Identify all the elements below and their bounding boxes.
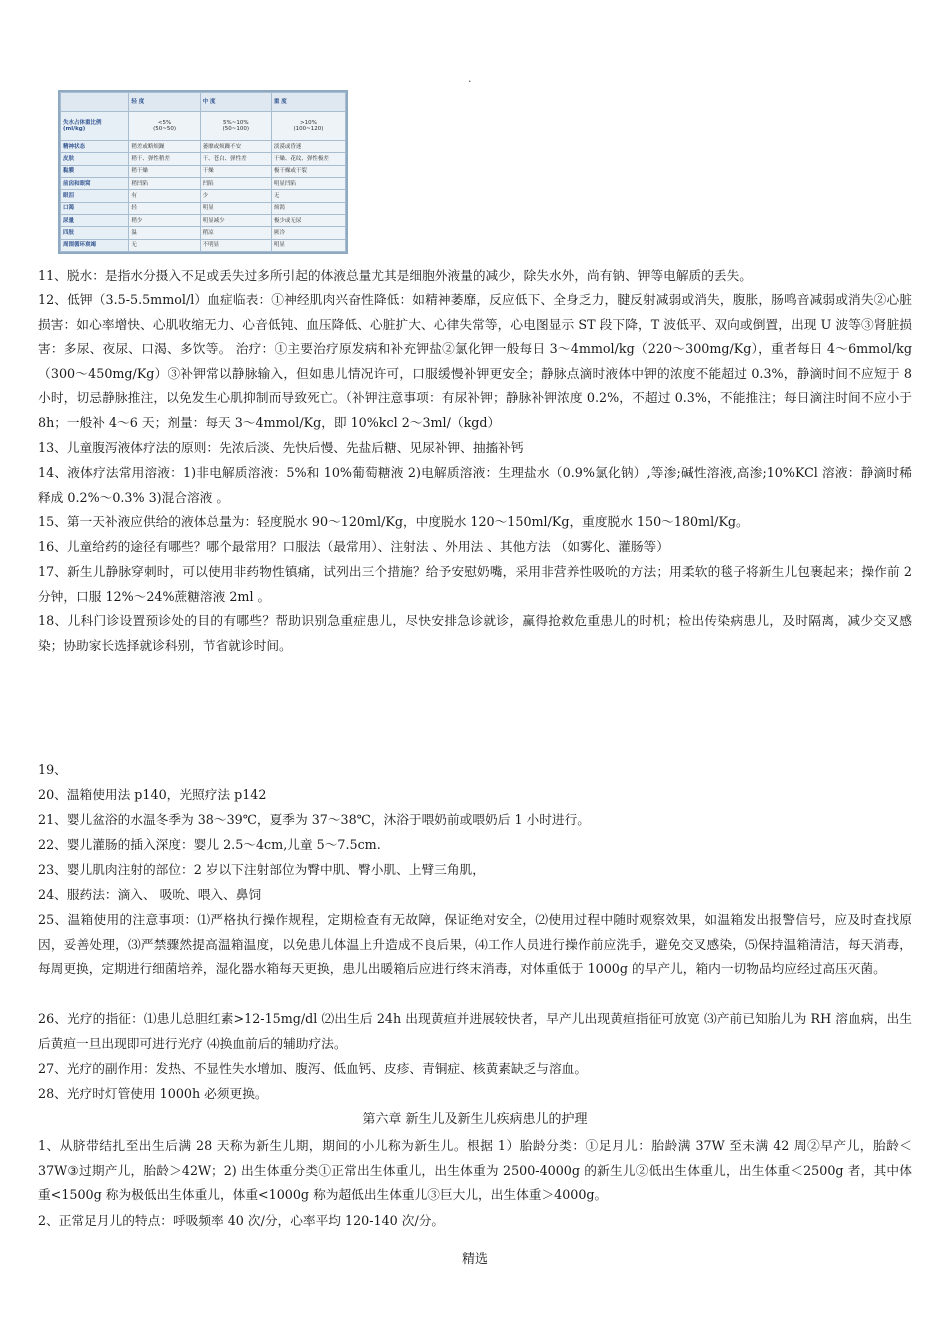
table-cell: 稍凹陷: [129, 177, 200, 189]
paragraph-24: 24、服药法：滴入、 吸吮、喂入、鼻饲: [38, 887, 262, 902]
table-row-header: 尿量: [61, 214, 129, 226]
table-row: [61, 214, 346, 226]
table-cell: 凹陷: [200, 177, 271, 189]
table-row-header: 口渴: [61, 202, 129, 214]
table-cell: 无: [271, 190, 345, 202]
table-cell: 少: [200, 190, 271, 202]
paragraph-28: 28、光疗时灯管使用 1000h 必须更换。: [38, 1086, 268, 1101]
paragraph-20: 20、温箱使用法 p140，光照疗法 p142: [38, 787, 267, 802]
page-footer: 精选: [461, 1252, 488, 1267]
table-cell: 干燥: [200, 165, 271, 177]
table-cell: 无: [129, 239, 200, 251]
table-cell: 稍差或略烦躁: [129, 141, 200, 153]
paragraph-18: 18、儿科门诊设置预诊处的目的有哪些？帮助识别急重症患儿，尽快安排急诊就诊，赢得抢救危重患儿的时机；检出传染病患儿，及时隔离，减少交叉感染；协助家长选择就诊科别，节省就诊时间。: [38, 613, 912, 653]
chapter-paragraph-2: 2、正常足月儿的特点：呼吸频率 40 次/分，心率平均 120-140 次/分。: [38, 1213, 445, 1228]
table-cell: >10% (100~120): [271, 112, 345, 141]
table-cell: 轻: [129, 202, 200, 214]
table-cell: 极干燥或干裂: [271, 165, 345, 177]
table-cell: 极少或无尿: [271, 214, 345, 226]
table-cell: 明显减少: [200, 214, 271, 226]
table-row: [61, 141, 346, 153]
table-row: [61, 165, 346, 177]
table-cell: 稍少: [129, 214, 200, 226]
paragraph-25: 25、温箱使用的注意事项：⑴严格执行操作规程，定期检查有无故障，保证绝对安全，⑵使用过程中随时观察效果，如温箱发出报警信号，应及时查找原因，妥善处理，⑶严禁骤然提高温箱温度，以免患儿体温上升造成不良后果，⑷工作人员进行操作前应洗手，避免交叉感染，⑸保持温箱清洁，每天消毒，每周更换，定期进行细菌培养，湿化器水箱每天更换，患儿出暖箱后应进行终末消毒，对体重低于 1000g 的早产儿，箱内一切物品均应经过高压灭菌。: [38, 912, 912, 977]
table-cell: 厥冷: [271, 227, 345, 239]
table-row-header: 皮肤: [61, 153, 129, 165]
table-header-cell: 轻 度: [129, 93, 200, 112]
table-cell: <5% (50~50): [129, 112, 200, 141]
table-header-cell: 重 度: [271, 93, 345, 112]
chapter-paragraph-1: 1、从脐带结扎至出生后满 28 天称为新生儿期，期间的小儿称为新生儿。根据 1）胎龄分类：①足月儿：胎龄满 37W 至未满 42 周②早产儿，胎龄＜37W③过期产儿，胎龄＞42W；2) 出生体重分类①正常出生体重儿，出生体重为 2500-4000g 的新生儿②低出生体重儿，出生体重＜2500g 者，其中体重<1500g 称为极低出生体重儿，体重<1000g 称为超低出生体重儿③巨大儿，出生体重＞4000g。: [38, 1138, 912, 1203]
paragraph-11: 11、脱水：是指水分摄入不足或丢失过多所引起的体液总量尤其是细胞外液量的减少，除失水外，尚有钠、钾等电解质的丢失。: [38, 268, 752, 283]
paragraph-21: 21、婴儿盆浴的水温冬季为 38～39℃，夏季为 37～38℃，沐浴于喂奶前或喂奶后 1 小时进行。: [38, 812, 590, 827]
table-row-header: 眼泪: [61, 190, 129, 202]
dehydration-degree-table: [58, 90, 348, 254]
table-cell: 淡漠或昏迷: [271, 141, 345, 153]
table-row: [61, 112, 346, 141]
paragraph-19: 19、: [38, 762, 67, 777]
table-cell: 不明显: [200, 239, 271, 251]
paragraph-23: 23、婴儿肌肉注射的部位：2 岁以下注射部位为臀中肌、臀小肌、上臂三角肌，: [38, 862, 485, 877]
table-cell: 明显: [271, 239, 345, 251]
table-row-header: 精神状态: [61, 141, 129, 153]
header-mark: .: [468, 72, 472, 85]
paragraph-27: 27、光疗的副作用：发热、不显性失水增加、腹泻、低血钙、皮疹、青铜症、核黄素缺乏与溶血。: [38, 1061, 588, 1076]
paragraph-17: 17、新生儿静脉穿刺时，可以使用非药物性镇痛，试列出三个措施？给予安慰奶嘴，采用非营养性吸吮的方法；用柔软的毯子将新生儿包裹起来；操作前 2 分钟，口服 12%～24%蔗糖溶液 2ml 。: [38, 564, 912, 604]
paragraph-12: 12、低钾（3.5-5.5mmol/l）血症临表：①神经肌肉兴奋性降低：如精神萎靡，反应低下、全身乏力，腱反射减弱或消失，腹胀，肠鸣音减弱或消失②心脏损害：如心率增快、心肌收缩无力、心音低钝、血压降低、心脏扩大、心律失常等，心电图显示 ST 段下降，T 波低平、双向或倒置，出现 U 波等③肾脏损害：多尿、夜尿、口渴、多饮等。 治疗：①主要治疗原发病和补充钾盐②氯化钾一般每日 3～4mmol/kg（220～300mg/Kg），重者每日 4～6mmol/kg（300～450mg/Kg）③补钾常以静脉输入，但如患儿情况许可，口服缓慢补钾更安全；静脉点滴时液体中钾的浓度不能超过 0.3%，静滴时间不应短于 8 小时，切忌静脉推注，以免发生心肌抑制而导致死亡。（补钾注意事项：有尿补钾；静脉补钾浓度 0.2%，不超过 0.3%，不能推注；每日滴注时间不应小于 8h；一般补 4～6 天；剂量：每天 3～4mmol/Kg，即 10%kcl 2～3ml/（kgd）: [38, 292, 912, 430]
table-row-header: 前囟和眼窝: [61, 177, 129, 189]
paragraph-15: 15、第一天补液应供给的液体总量为：轻度脱水 90～120ml/Kg，中度脱水 120～150ml/Kg，重度脱水 150～180ml/Kg。: [38, 514, 749, 529]
paragraph-26: 26、光疗的指征：⑴患儿总胆红素>12-15mg/dl ⑵出生后 24h 出现黄疸并进展较快者，早产儿出现黄疸指征可放宽 ⑶产前已知胎儿为 RH 溶血病，出生后黄疸一旦出现即可进行光疗 ⑷换血前后的辅助疗法。: [38, 1011, 912, 1051]
table-header-cell: 中 度: [200, 93, 271, 112]
paragraph-13: 13、儿童腹泻液体疗法的原则：先浓后淡、先快后慢、先盐后糖、见尿补钾、抽搐补钙: [38, 440, 524, 455]
table-cell: 温: [129, 227, 200, 239]
paragraph-16: 16、儿童给药的途径有哪些？哪个最常用？口服法（最常用）、注射法 、外用法 、其他方法 （如雾化、灌肠等）: [38, 539, 669, 554]
table-row: [61, 190, 346, 202]
table-cell: 稍干、弹性稍差: [129, 153, 200, 165]
chapter-title: 第六章 新生儿及新生儿疾病患儿的护理: [362, 1112, 588, 1127]
table-cell: 萎靡或烦躁不安: [200, 141, 271, 153]
paragraph-14: 14、液体疗法常用溶液：1)非电解质溶液：5%和 10%葡萄糖液 2)电解质溶液：生理盐水（0.9%氯化钠）,等渗;碱性溶液,高渗;10%KCl 溶液：静滴时稀释成 0.2%～0.3% 3)混合溶液 。: [38, 465, 912, 505]
paragraph-22: 22、婴儿灌肠的插入深度：婴儿 2.5～4cm,儿童 5～7.5cm.: [38, 837, 381, 852]
table-cell: 稍干燥: [129, 165, 200, 177]
table-header-cell: [61, 93, 129, 112]
table-cell: 烦渴: [271, 202, 345, 214]
table-row-header: 失水占体重比例 (ml/kg): [61, 112, 129, 141]
table-row-header: 黏膜: [61, 165, 129, 177]
table-row: [61, 202, 346, 214]
table-cell: 干燥、花纹、弹性极差: [271, 153, 345, 165]
table-cell: 干、苍白、弹性差: [200, 153, 271, 165]
table-row: [61, 177, 346, 189]
table-cell: 明显凹陷: [271, 177, 345, 189]
table-row: [61, 153, 346, 165]
dehydration-table-grid: [60, 92, 346, 252]
table-row: [61, 239, 346, 251]
table-cell: 5%~10% (50~100): [200, 112, 271, 141]
table-header-row: [61, 93, 346, 112]
table-row-header: 四肢: [61, 227, 129, 239]
table-row: [61, 227, 346, 239]
table-cell: 明显: [200, 202, 271, 214]
table-cell: 有: [129, 190, 200, 202]
table-cell: 稍凉: [200, 227, 271, 239]
table-row-header: 周围循环衰竭: [61, 239, 129, 251]
